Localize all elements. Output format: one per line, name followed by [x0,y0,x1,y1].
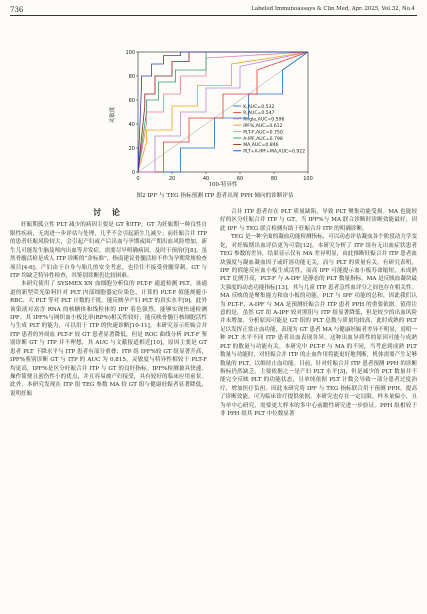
y-tick-label: 20 [128,145,135,152]
roc-chart [0,0,427,190]
legend-label: IPF%,AUC=0.612 [243,124,283,129]
y-axis-label: 灵敏度 [110,106,116,124]
figure-caption: 图2 IPF 与 TEG 指标预测 ITP 患者出现 PPH 倾向的诊断评估 [136,193,294,199]
legend-label: R,AUC=0.547 [243,111,275,117]
paragraph: 妊娠期孤立性 PLT 减少的病因主要是 GT 和ITP。GT 为妊娠期一种良性自限性疾病，无需进一步评估与处理，几乎不会引起新生儿减少；而妊娠合并 ITP 的患者妊娠风险较大，会引起产妇或产后出血与孕期或围产期出血风险增加，新生儿可能发生脑及颅内出血等并发症，需要尽早明确病因，及时干预治疗[8]。虽然骨髓活检是成人 ITP 诊断的“金标准”，指南建议骨髓活检不作为孕期常规检查项目[4-6]。产妇由于自身与胎儿的安全考虑，也往往不接受骨髓穿刺。GT 与 ITP 均缺乏特异性检查，其鉴别诊断仍比较困难。 [10,222,207,279]
discussion-title: 讨 论 [93,207,124,217]
journal-name: Labeled Immunoassays & Clin Med, Apr. 2025, Vol.32, No.4 [251,6,415,12]
legend-label: Angle,AUC=0.596 [243,117,285,123]
roc-legend [233,104,305,155]
x-tick-label: 20 [168,176,176,182]
legend-label: PLT+A-IPF+MA,AUC=0.922 [243,149,306,155]
x-tick-label: 80 [270,176,278,182]
page-number: 736 [10,6,24,14]
left-column [10,208,207,398]
x-tick-label: 40 [202,176,210,182]
legend-label: A-IPF,AUC=0.798 [243,136,283,142]
paragraph: TEG 是一种全面的凝血功能检测指标，可以动态评估凝血各个阶段动力学变化，对妊娠期出血评估更为可靠[12]。本研究分析了 ITP 组有无出血症状患者 TEG 参数的差异，结果显示仅有 MA 差异明显，由此推断妊娠合并 ITP 患者血块强度与凝血凝血因子或纤溶功能无关，而与 PLT 的质量有关。有研究表明，IPF 的值能反应血小板生成活性，而高 IPF 可能提示血小板寿命缩短，未成熟 PLT 比例升高，PLT-F 与 A-IPF 是静态的 PLT 数量指标，MA 是反映血凝块最大强度的动态功能指标[13]，其与儿童 ITP 患者急性血评分之间也存在相关性。MA 反映的是聚集能力和血小板的功能，PLT 与 IPF 功能的总和，因此我们认为 PLT-F、A-IPF 与 MA 是预测妊娠合并 ITP 患者 PPH 的重要依据。值得注意的是，虽然 GT 组 A-IPF 较对照组与 ITP 组显著降低，但是较少的出血风险并未增加，分析原因可能是 GT 组的 PLT 总数与质量均较高，此时成熟的 PLT 足以发挥正常止血功能，表现为 GT 患者 MA 与健康妊娠者差异不明显，说明一种 PLT 水平不同 ITP 患者出血表现各异，这种出血异质性的原因可能与成熟 PLT 的数量与功能有关。本研究中 PLT-F 与 MA 的不同，当考虑到成熟 PLT 数量与功能时，对妊娠合并 ITP 的止血作用将能更好地判断，机体需要产生足够数量的 PLT，以维持止血功能。目前，针对妊娠合并 ITP 患者预测 PPH 的诊断指标仍然缺乏，主要依据之一是产妇 PLT 水平[3]，但是减少的 PLT 数量并不能完全反映 PLT 的功能状态，且单纯依据 PLT 计数会导致一部分患者过度治疗，增加医疗负担。因此本研究将 IPF 与 TEG 指标联合用于预测 PPH，提高了诊断效能，可为临床诊疗提供依据。本研究也存在一定局限，样本量偏小，且为单中心研究，需要更大样本的多中心前瞻性研究进一步验证。PPH 组相较于非 PPH 组其 PLT 中位数显著 [220,234,417,418]
x-tick-label: 60 [236,176,244,182]
x-axis-label: 100-特异性 [208,182,238,188]
y-tick-label: 100 [125,49,135,56]
y-tick-label: 80 [128,73,135,80]
y-tick-label: 60 [128,97,135,104]
paragraph: 合并 ITP 患者存在 PLT 质量缺陷，导致 PLT 聚集功能受损。MA 也能较好的区分妊娠合并 ITP 与 GT，当 IPF%与 MA 联合诊断时诊断效能最好，因此 IPF 与 TEG 联合检测有助于妊娠合并 ITP 的明确诊断。 [220,209,417,232]
y-tick-label: 0 [131,169,135,176]
x-tick-label: 0 [136,176,140,182]
roc-plot-area [125,50,312,182]
legend-label: PLT-F,AUC=0.750 [243,130,283,136]
legend-label: K,AUC=0.532 [243,104,275,110]
y-tick-label: 40 [128,121,135,128]
right-column [220,208,417,419]
paragraph: 本研究使用了 SYSMEX XN 血细胞分析仪的 PLT-F 通道检测 PLT，该通道的新型荧光染料针对 PLT 内部细胞器定位染色，计算的 PLT-F 值能规避小 RBC、大 PLT 等对 PLT 计数的干扰，能反映孕产妇 PLT 的真实水平[9]。此外该染液对富含 RNA 的核糖体和线粒体的 IPF 着色强烈，能够实现快速检测 IPF。其 IPF%与网织血小板比率(RP%)相关性较好，能反映骨髓巨核细胞活性与生成 PLT 的能力，可以用于 ITP 的快速诊断[10-11]。本研究显示妊娠合并 ITP 患者的外周血 PLT-F 较 GT 患者显著降低，但是 ROC 曲线分析 PLT-F 鉴别诊断 GT 与 ITP 并不理想，其 AUC 与文献报道相近[10]，原因主要是 GT 患者 PLT 下降水平与 ITP 患者有部分重叠；ITP 组 IPF%较 GT 组显著升高，IPF%鉴别诊断 GT 与 ITP 的 AUC 为 0.815，灵敏度与特异性相较于 PLT-F 均更高，IPF%是区分妊娠合并 ITP 与 GT 的良好指标。IPF%检测兼具快速、操作简便且创伤性小的优点，并且容易被产妇接受，具有较好的临床应用前景。此外，本研究发现在 ITP 组 TEG 参数 MA 较 GT 组与健康妊娠者显著降低，说明妊娠 [10,281,207,397]
legend-label: MA,AUC=0.846 [243,143,279,149]
x-tick-label: 100 [303,176,313,182]
